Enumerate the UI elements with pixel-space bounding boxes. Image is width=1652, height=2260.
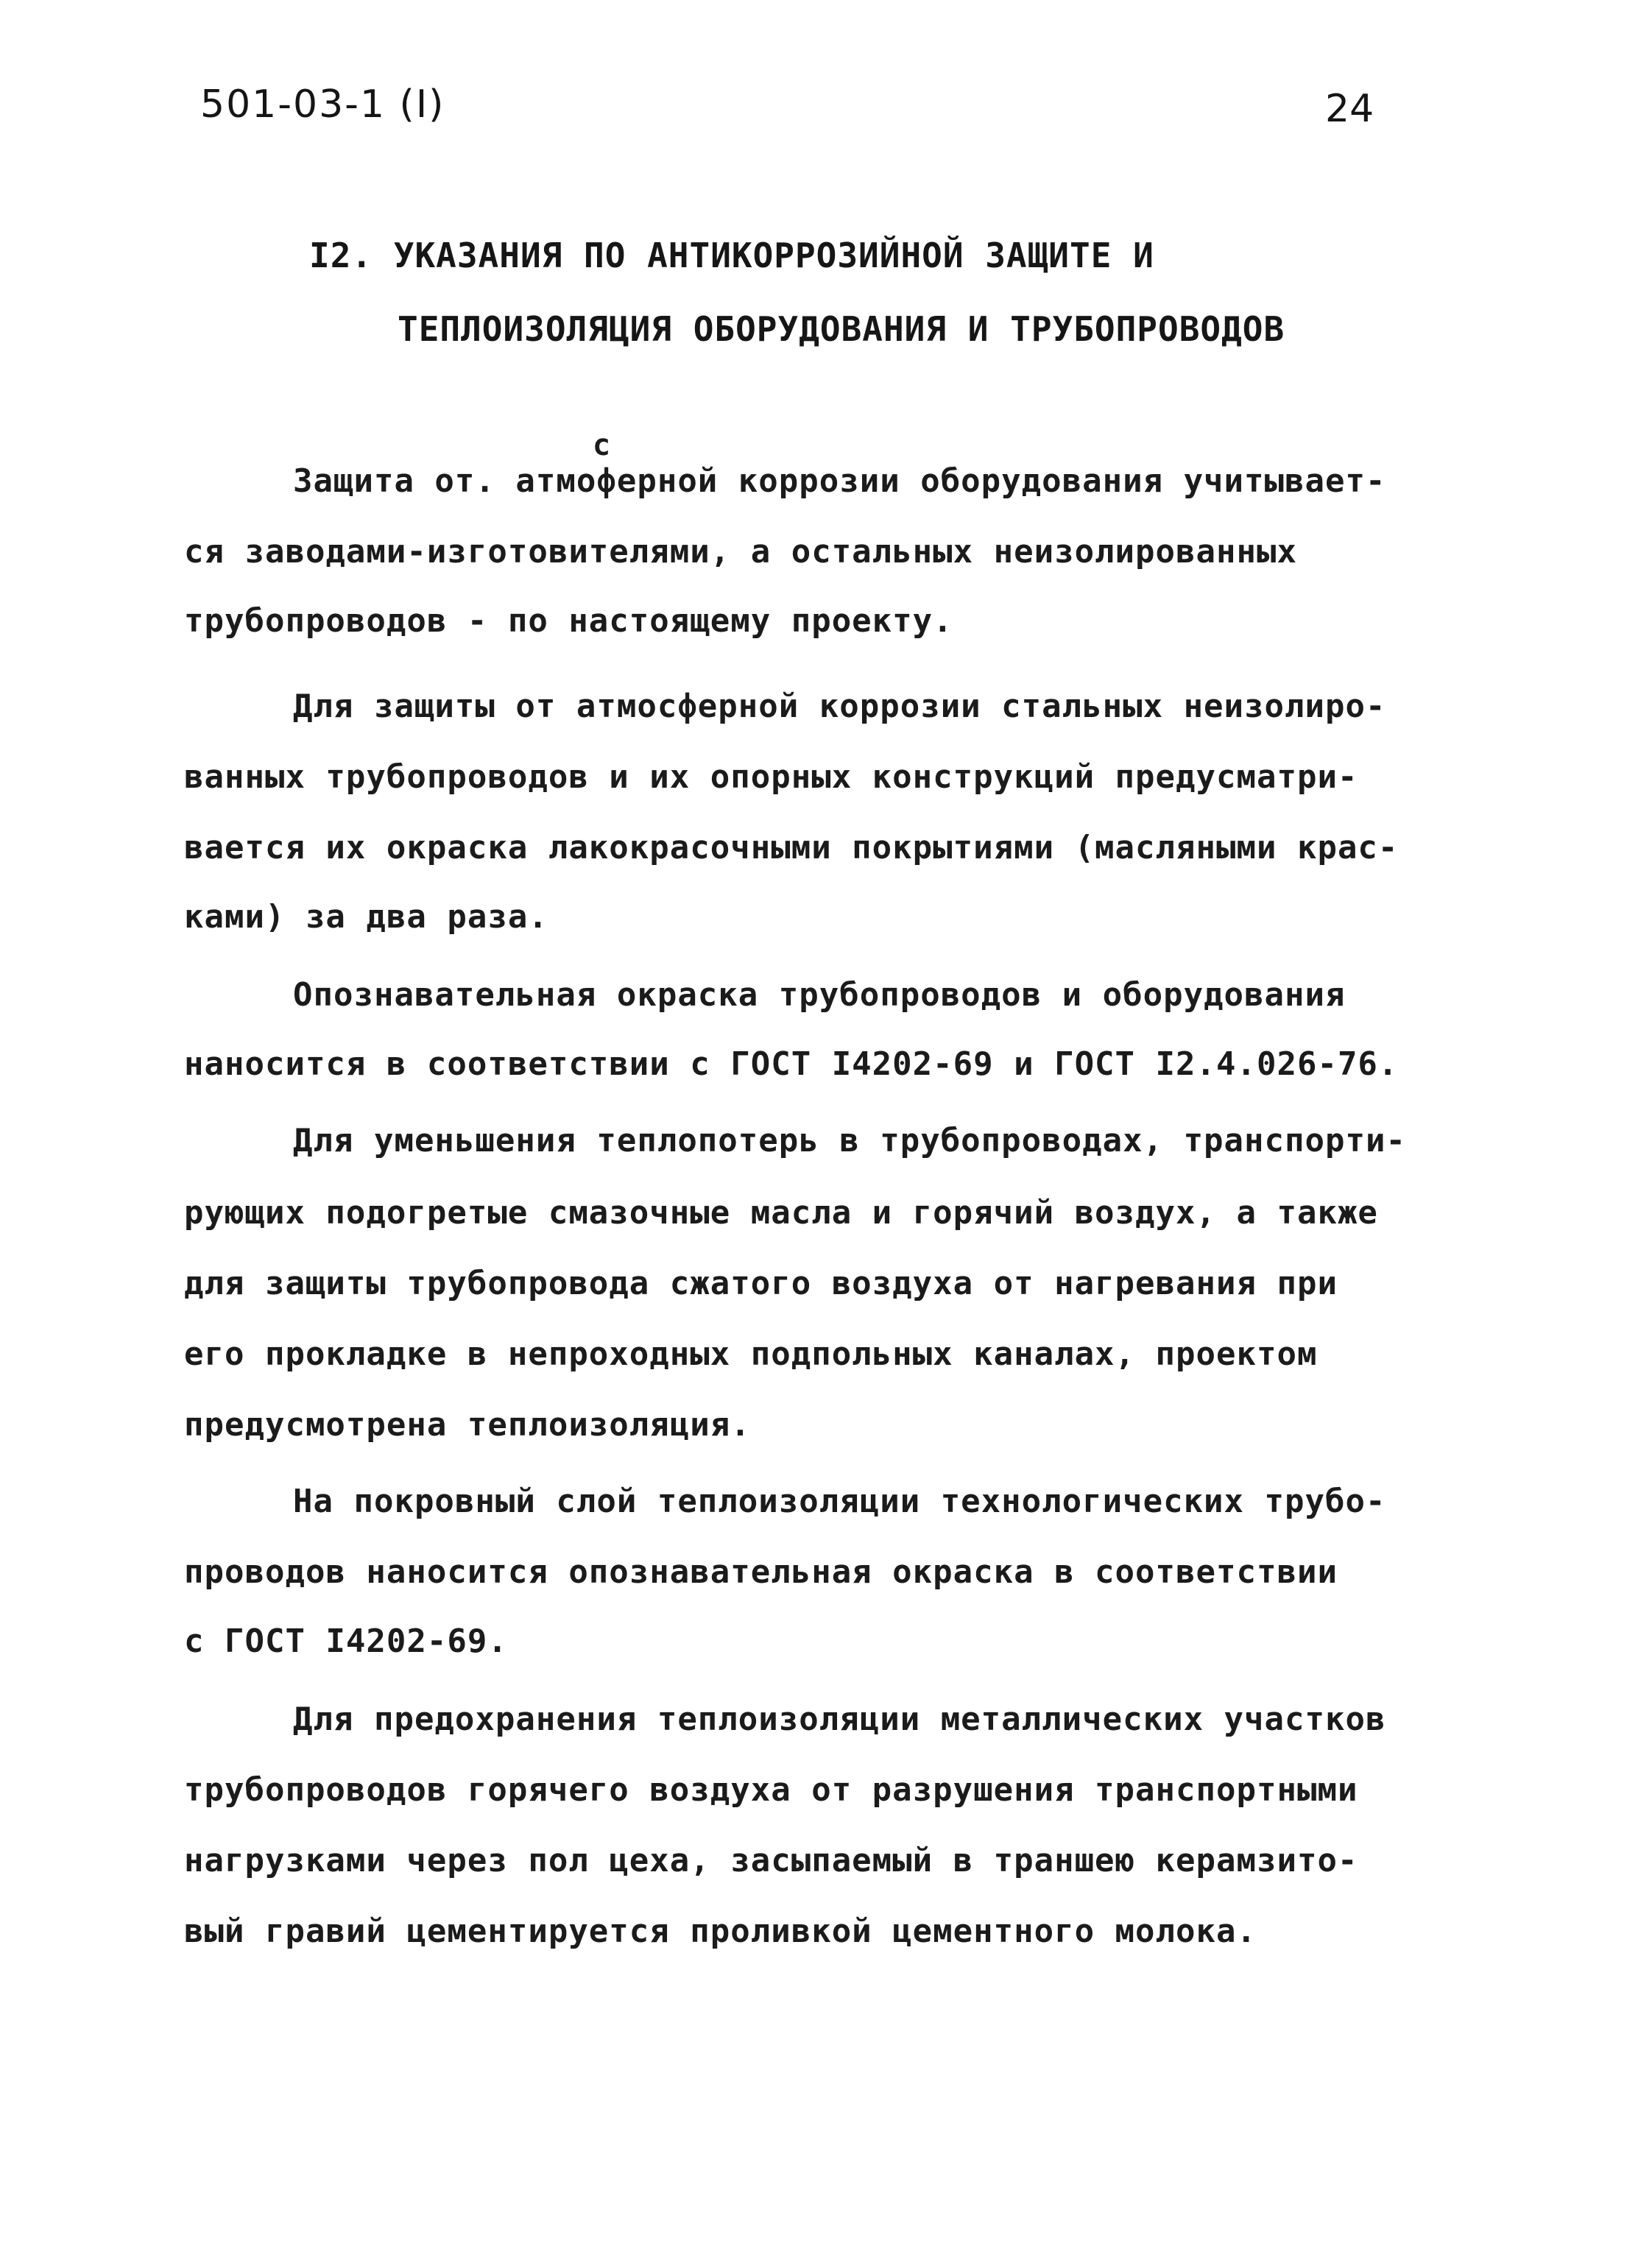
- text-line: Для защиты от атмосферной коррозии стальных неизолиро-: [293, 688, 1386, 725]
- text-line: На покровный слой теплоизоляции технологических трубо-: [293, 1483, 1386, 1520]
- document-code: 501-03-1 (I): [200, 82, 445, 127]
- text-line: рующих подогретые смазочные масла и горячий воздух, а также: [184, 1194, 1378, 1232]
- text-line: Для предохранения теплоизоляции металлических участков: [293, 1701, 1386, 1738]
- text-line: ся заводами-изготовителями, а остальных неизолированных: [184, 533, 1297, 571]
- text-line: нагрузками через пол цеха, засыпаемый в траншею керамзито-: [184, 1842, 1358, 1879]
- text-line: проводов наносится опознавательная окраска в соответствии: [184, 1553, 1338, 1591]
- text-line: вый гравий цементируется проливкой цементного молока.: [184, 1913, 1257, 1950]
- text-line: наносится в соответствии с ГОСТ I4202-69 и ГОСТ I2.4.026-76.: [184, 1045, 1399, 1083]
- text-line: ванных трубопроводов и их опорных конструкций предусматри-: [184, 758, 1358, 796]
- section-heading-line-1: I2. УКАЗАНИЯ ПО АНТИКОРРОЗИЙНОЙ ЗАЩИТЕ И: [309, 236, 1154, 275]
- text-line: для защиты трубопровода сжатого воздуха от нагревания при: [184, 1265, 1338, 1302]
- text-line: предусмотрена теплоизоляция.: [184, 1406, 751, 1444]
- text-line: вается их окраска лакокрасочными покрытиями (масляными крас-: [184, 829, 1399, 866]
- text-line: Для уменьшения теплопотерь в трубопроводах, транспорти-: [293, 1122, 1406, 1159]
- section-heading-line-2: ТЕПЛОИЗОЛЯЦИЯ ОБОРУДОВАНИЯ И ТРУБОПРОВОДОВ: [398, 309, 1285, 349]
- page-number: 24: [1325, 87, 1374, 131]
- text-line: с ГОСТ I4202-69.: [184, 1622, 508, 1660]
- handwritten-correction: с: [593, 428, 611, 462]
- text-line: Защита от. атмоферной коррозии оборудования учитывает-: [293, 462, 1386, 500]
- text-line: ками) за два раза.: [184, 898, 548, 936]
- text-line: трубопроводов горячего воздуха от разрушения транспортными: [184, 1771, 1358, 1809]
- text-line: его прокладке в непроходных подпольных каналах, проектом: [184, 1335, 1318, 1373]
- text-line: трубопроводов - по настоящему проекту.: [184, 602, 953, 640]
- text-line: Опознавательная окраска трубопроводов и оборудования: [293, 976, 1346, 1014]
